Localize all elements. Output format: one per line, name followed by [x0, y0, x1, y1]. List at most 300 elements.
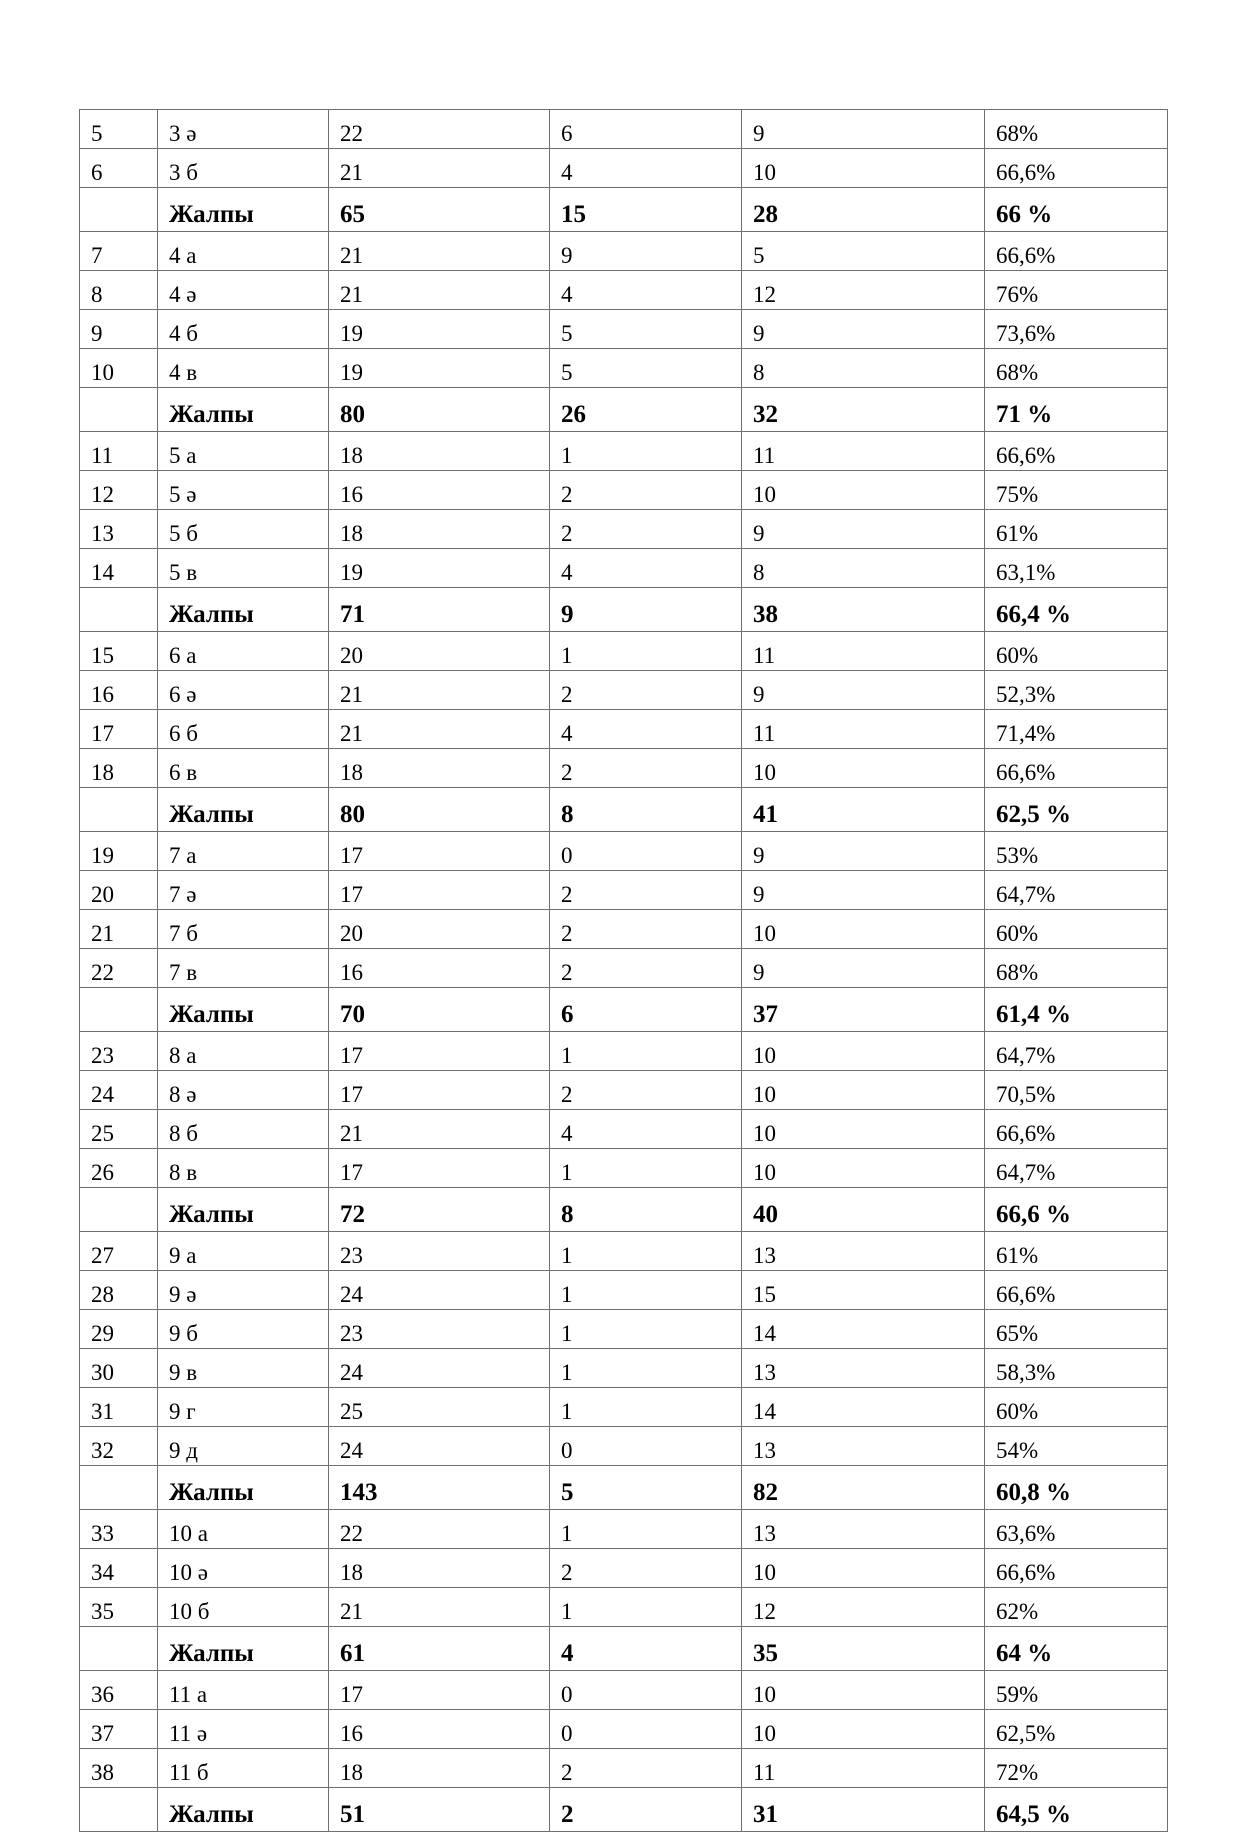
class-cell: 8 б: [158, 1110, 329, 1149]
quality-percent-cell: 60,8 %: [985, 1466, 1168, 1510]
excellent-cell: 2: [550, 949, 742, 988]
students-cell: 71: [329, 588, 550, 632]
quality-percent-cell: 61%: [985, 1232, 1168, 1271]
good-cell: 10: [742, 1149, 985, 1188]
table-row: [80, 1310, 1168, 1349]
class-cell: 7 б: [158, 910, 329, 949]
table-row: [80, 1588, 1168, 1627]
students-cell: 21: [329, 271, 550, 310]
excellent-cell: 5: [550, 310, 742, 349]
students-cell: 65: [329, 188, 550, 232]
good-cell: 10: [742, 1710, 985, 1749]
quality-percent-cell: 62,5 %: [985, 788, 1168, 832]
class-cell: Жалпы: [158, 1788, 329, 1832]
good-cell: 11: [742, 432, 985, 471]
students-cell: 17: [329, 832, 550, 871]
excellent-cell: 0: [550, 1427, 742, 1466]
class-cell: 7 в: [158, 949, 329, 988]
table-row: [80, 1349, 1168, 1388]
quality-percent-cell: 52,3%: [985, 671, 1168, 710]
quality-percent-cell: 63,6%: [985, 1510, 1168, 1549]
good-cell: 9: [742, 310, 985, 349]
table-row: [80, 1749, 1168, 1788]
students-cell: 20: [329, 632, 550, 671]
table-row: [80, 349, 1168, 388]
row-number-cell: 13: [80, 510, 158, 549]
excellent-cell: 0: [550, 1671, 742, 1710]
table-row: [80, 510, 1168, 549]
good-cell: 10: [742, 1549, 985, 1588]
students-cell: 70: [329, 988, 550, 1032]
excellent-cell: 9: [550, 588, 742, 632]
total-row: [80, 1466, 1168, 1510]
students-cell: 72: [329, 1188, 550, 1232]
row-number-cell: 33: [80, 1510, 158, 1549]
quality-percent-cell: 66,6%: [985, 149, 1168, 188]
students-cell: 23: [329, 1310, 550, 1349]
good-cell: 14: [742, 1310, 985, 1349]
class-cell: 9 ә: [158, 1271, 329, 1310]
class-cell: 11 а: [158, 1671, 329, 1710]
excellent-cell: 4: [550, 710, 742, 749]
good-cell: 28: [742, 188, 985, 232]
row-number-cell: [80, 988, 158, 1032]
quality-percent-cell: 64,7%: [985, 1149, 1168, 1188]
excellent-cell: 1: [550, 1149, 742, 1188]
total-row: [80, 388, 1168, 432]
quality-percent-cell: 66,4 %: [985, 588, 1168, 632]
students-cell: 24: [329, 1427, 550, 1466]
excellent-cell: 2: [550, 749, 742, 788]
excellent-cell: 2: [550, 510, 742, 549]
class-cell: 6 ә: [158, 671, 329, 710]
row-number-cell: 23: [80, 1032, 158, 1071]
excellent-cell: 2: [550, 471, 742, 510]
excellent-cell: 5: [550, 349, 742, 388]
row-number-cell: 5: [80, 110, 158, 149]
students-cell: 18: [329, 1549, 550, 1588]
table-row: [80, 1149, 1168, 1188]
results-table: [79, 109, 1168, 1832]
excellent-cell: 1: [550, 1588, 742, 1627]
class-cell: 10 а: [158, 1510, 329, 1549]
quality-percent-cell: 68%: [985, 349, 1168, 388]
class-cell: Жалпы: [158, 788, 329, 832]
table-row: [80, 232, 1168, 271]
class-cell: 8 ә: [158, 1071, 329, 1110]
students-cell: 16: [329, 1710, 550, 1749]
quality-percent-cell: 64,7%: [985, 871, 1168, 910]
students-cell: 23: [329, 1232, 550, 1271]
good-cell: 9: [742, 671, 985, 710]
quality-percent-cell: 54%: [985, 1427, 1168, 1466]
row-number-cell: 9: [80, 310, 158, 349]
good-cell: 9: [742, 510, 985, 549]
quality-percent-cell: 60%: [985, 1388, 1168, 1427]
excellent-cell: 8: [550, 788, 742, 832]
good-cell: 9: [742, 110, 985, 149]
students-cell: 18: [329, 1749, 550, 1788]
row-number-cell: 18: [80, 749, 158, 788]
row-number-cell: [80, 388, 158, 432]
table-row: [80, 271, 1168, 310]
row-number-cell: 19: [80, 832, 158, 871]
table-row: [80, 871, 1168, 910]
excellent-cell: 1: [550, 1510, 742, 1549]
students-cell: 21: [329, 232, 550, 271]
students-cell: 16: [329, 471, 550, 510]
row-number-cell: [80, 788, 158, 832]
table-row: [80, 710, 1168, 749]
table-row: [80, 1232, 1168, 1271]
class-cell: 5 в: [158, 549, 329, 588]
excellent-cell: 0: [550, 832, 742, 871]
quality-percent-cell: 73,6%: [985, 310, 1168, 349]
quality-percent-cell: 64,7%: [985, 1032, 1168, 1071]
class-cell: Жалпы: [158, 988, 329, 1032]
excellent-cell: 9: [550, 232, 742, 271]
excellent-cell: 2: [550, 1549, 742, 1588]
class-cell: 4 ә: [158, 271, 329, 310]
class-cell: 11 б: [158, 1749, 329, 1788]
total-row: [80, 1788, 1168, 1832]
good-cell: 38: [742, 588, 985, 632]
row-number-cell: [80, 188, 158, 232]
students-cell: 19: [329, 549, 550, 588]
students-cell: 21: [329, 149, 550, 188]
row-number-cell: 6: [80, 149, 158, 188]
row-number-cell: 30: [80, 1349, 158, 1388]
quality-percent-cell: 58,3%: [985, 1349, 1168, 1388]
row-number-cell: 11: [80, 432, 158, 471]
table-row: [80, 1110, 1168, 1149]
row-number-cell: 17: [80, 710, 158, 749]
excellent-cell: 6: [550, 988, 742, 1032]
table-row: [80, 1071, 1168, 1110]
quality-percent-cell: 63,1%: [985, 549, 1168, 588]
excellent-cell: 2: [550, 1071, 742, 1110]
excellent-cell: 2: [550, 1788, 742, 1832]
students-cell: 51: [329, 1788, 550, 1832]
good-cell: 8: [742, 349, 985, 388]
good-cell: 10: [742, 1071, 985, 1110]
students-cell: 22: [329, 1510, 550, 1549]
quality-percent-cell: 62%: [985, 1588, 1168, 1627]
table-row: [80, 910, 1168, 949]
excellent-cell: 15: [550, 188, 742, 232]
excellent-cell: 1: [550, 1032, 742, 1071]
students-cell: 17: [329, 1032, 550, 1071]
table-row: [80, 1549, 1168, 1588]
excellent-cell: 1: [550, 1310, 742, 1349]
total-row: [80, 788, 1168, 832]
quality-percent-cell: 60%: [985, 910, 1168, 949]
class-cell: 5 б: [158, 510, 329, 549]
class-cell: 5 а: [158, 432, 329, 471]
row-number-cell: [80, 1788, 158, 1832]
students-cell: 18: [329, 432, 550, 471]
quality-percent-cell: 66 %: [985, 188, 1168, 232]
quality-percent-cell: 66,6%: [985, 432, 1168, 471]
students-cell: 143: [329, 1466, 550, 1510]
good-cell: 13: [742, 1510, 985, 1549]
good-cell: 5: [742, 232, 985, 271]
class-cell: 9 в: [158, 1349, 329, 1388]
good-cell: 8: [742, 549, 985, 588]
good-cell: 32: [742, 388, 985, 432]
table-row: [80, 671, 1168, 710]
quality-percent-cell: 66,6%: [985, 232, 1168, 271]
table-row: [80, 632, 1168, 671]
row-number-cell: 35: [80, 1588, 158, 1627]
students-cell: 17: [329, 1071, 550, 1110]
class-cell: 8 а: [158, 1032, 329, 1071]
total-row: [80, 1188, 1168, 1232]
quality-percent-cell: 62,5%: [985, 1710, 1168, 1749]
row-number-cell: 8: [80, 271, 158, 310]
class-cell: 9 г: [158, 1388, 329, 1427]
table-row: [80, 149, 1168, 188]
row-number-cell: 36: [80, 1671, 158, 1710]
excellent-cell: 0: [550, 1710, 742, 1749]
excellent-cell: 1: [550, 1349, 742, 1388]
table-row: [80, 1032, 1168, 1071]
excellent-cell: 1: [550, 1232, 742, 1271]
row-number-cell: 16: [80, 671, 158, 710]
excellent-cell: 4: [550, 271, 742, 310]
row-number-cell: 38: [80, 1749, 158, 1788]
students-cell: 18: [329, 749, 550, 788]
table-row: [80, 432, 1168, 471]
class-cell: 9 д: [158, 1427, 329, 1466]
good-cell: 9: [742, 871, 985, 910]
good-cell: 14: [742, 1388, 985, 1427]
good-cell: 41: [742, 788, 985, 832]
quality-percent-cell: 61,4 %: [985, 988, 1168, 1032]
good-cell: 11: [742, 632, 985, 671]
row-number-cell: 31: [80, 1388, 158, 1427]
class-cell: 4 а: [158, 232, 329, 271]
good-cell: 82: [742, 1466, 985, 1510]
good-cell: 35: [742, 1627, 985, 1671]
quality-percent-cell: 53%: [985, 832, 1168, 871]
row-number-cell: [80, 1627, 158, 1671]
good-cell: 11: [742, 1749, 985, 1788]
students-cell: 21: [329, 671, 550, 710]
good-cell: 13: [742, 1349, 985, 1388]
good-cell: 40: [742, 1188, 985, 1232]
quality-percent-cell: 68%: [985, 949, 1168, 988]
students-cell: 80: [329, 388, 550, 432]
row-number-cell: 27: [80, 1232, 158, 1271]
class-cell: 5 ә: [158, 471, 329, 510]
table-row: [80, 1388, 1168, 1427]
class-cell: Жалпы: [158, 588, 329, 632]
quality-percent-cell: 66,6%: [985, 749, 1168, 788]
good-cell: 10: [742, 1671, 985, 1710]
class-cell: 9 а: [158, 1232, 329, 1271]
good-cell: 12: [742, 271, 985, 310]
quality-percent-cell: 70,5%: [985, 1071, 1168, 1110]
good-cell: 13: [742, 1427, 985, 1466]
students-cell: 17: [329, 1671, 550, 1710]
class-cell: 10 б: [158, 1588, 329, 1627]
students-cell: 25: [329, 1388, 550, 1427]
students-cell: 19: [329, 349, 550, 388]
row-number-cell: 24: [80, 1071, 158, 1110]
table-row: [80, 949, 1168, 988]
row-number-cell: 20: [80, 871, 158, 910]
total-row: [80, 1627, 1168, 1671]
quality-percent-cell: 72%: [985, 1749, 1168, 1788]
students-cell: 20: [329, 910, 550, 949]
excellent-cell: 5: [550, 1466, 742, 1510]
row-number-cell: 14: [80, 549, 158, 588]
students-cell: 21: [329, 1110, 550, 1149]
class-cell: 11 ә: [158, 1710, 329, 1749]
students-cell: 16: [329, 949, 550, 988]
good-cell: 37: [742, 988, 985, 1032]
total-row: [80, 188, 1168, 232]
excellent-cell: 1: [550, 1271, 742, 1310]
quality-percent-cell: 76%: [985, 271, 1168, 310]
class-cell: Жалпы: [158, 188, 329, 232]
row-number-cell: 34: [80, 1549, 158, 1588]
table-row: [80, 1671, 1168, 1710]
table-row: [80, 749, 1168, 788]
class-cell: 7 а: [158, 832, 329, 871]
quality-percent-cell: 66,6%: [985, 1271, 1168, 1310]
table-row: [80, 549, 1168, 588]
class-cell: 9 б: [158, 1310, 329, 1349]
row-number-cell: [80, 588, 158, 632]
table-row: [80, 110, 1168, 149]
excellent-cell: 4: [550, 549, 742, 588]
row-number-cell: 12: [80, 471, 158, 510]
quality-percent-cell: 66,6%: [985, 1110, 1168, 1149]
quality-percent-cell: 60%: [985, 632, 1168, 671]
good-cell: 9: [742, 949, 985, 988]
students-cell: 18: [329, 510, 550, 549]
row-number-cell: [80, 1466, 158, 1510]
good-cell: 11: [742, 710, 985, 749]
class-cell: Жалпы: [158, 1188, 329, 1232]
excellent-cell: 2: [550, 910, 742, 949]
class-cell: 4 в: [158, 349, 329, 388]
row-number-cell: 22: [80, 949, 158, 988]
students-cell: 22: [329, 110, 550, 149]
students-cell: 61: [329, 1627, 550, 1671]
good-cell: 10: [742, 749, 985, 788]
row-number-cell: 29: [80, 1310, 158, 1349]
good-cell: 10: [742, 910, 985, 949]
class-cell: 4 б: [158, 310, 329, 349]
quality-percent-cell: 59%: [985, 1671, 1168, 1710]
students-cell: 24: [329, 1271, 550, 1310]
class-cell: 6 в: [158, 749, 329, 788]
students-cell: 24: [329, 1349, 550, 1388]
quality-percent-cell: 68%: [985, 110, 1168, 149]
students-cell: 21: [329, 710, 550, 749]
total-row: [80, 988, 1168, 1032]
quality-percent-cell: 64,5 %: [985, 1788, 1168, 1832]
quality-percent-cell: 75%: [985, 471, 1168, 510]
excellent-cell: 2: [550, 1749, 742, 1788]
class-cell: 3 ә: [158, 110, 329, 149]
excellent-cell: 26: [550, 388, 742, 432]
class-cell: Жалпы: [158, 388, 329, 432]
good-cell: 12: [742, 1588, 985, 1627]
excellent-cell: 4: [550, 1110, 742, 1149]
row-number-cell: 21: [80, 910, 158, 949]
row-number-cell: 26: [80, 1149, 158, 1188]
good-cell: 15: [742, 1271, 985, 1310]
quality-percent-cell: 65%: [985, 1310, 1168, 1349]
class-cell: 8 в: [158, 1149, 329, 1188]
row-number-cell: 10: [80, 349, 158, 388]
class-cell: 7 ә: [158, 871, 329, 910]
row-number-cell: 15: [80, 632, 158, 671]
row-number-cell: 32: [80, 1427, 158, 1466]
quality-percent-cell: 61%: [985, 510, 1168, 549]
row-number-cell: 25: [80, 1110, 158, 1149]
table-row: [80, 832, 1168, 871]
excellent-cell: 4: [550, 1627, 742, 1671]
students-cell: 21: [329, 1588, 550, 1627]
table-row: [80, 1427, 1168, 1466]
quality-percent-cell: 66,6%: [985, 1549, 1168, 1588]
quality-percent-cell: 64 %: [985, 1627, 1168, 1671]
quality-percent-cell: 71,4%: [985, 710, 1168, 749]
excellent-cell: 2: [550, 671, 742, 710]
students-cell: 19: [329, 310, 550, 349]
row-number-cell: 7: [80, 232, 158, 271]
excellent-cell: 1: [550, 432, 742, 471]
excellent-cell: 2: [550, 871, 742, 910]
excellent-cell: 8: [550, 1188, 742, 1232]
row-number-cell: 37: [80, 1710, 158, 1749]
row-number-cell: [80, 1188, 158, 1232]
students-cell: 17: [329, 871, 550, 910]
class-cell: 6 б: [158, 710, 329, 749]
class-cell: 6 а: [158, 632, 329, 671]
class-cell: 10 ә: [158, 1549, 329, 1588]
excellent-cell: 1: [550, 1388, 742, 1427]
row-number-cell: 28: [80, 1271, 158, 1310]
students-cell: 17: [329, 1149, 550, 1188]
quality-percent-cell: 71 %: [985, 388, 1168, 432]
class-cell: Жалпы: [158, 1627, 329, 1671]
class-cell: 3 б: [158, 149, 329, 188]
good-cell: 10: [742, 149, 985, 188]
excellent-cell: 6: [550, 110, 742, 149]
good-cell: 13: [742, 1232, 985, 1271]
table-row: [80, 1510, 1168, 1549]
good-cell: 10: [742, 1110, 985, 1149]
quality-percent-cell: 66,6 %: [985, 1188, 1168, 1232]
table-body: [80, 110, 1168, 1832]
class-cell: Жалпы: [158, 1466, 329, 1510]
table-row: [80, 1710, 1168, 1749]
excellent-cell: 4: [550, 149, 742, 188]
good-cell: 9: [742, 832, 985, 871]
table-row: [80, 1271, 1168, 1310]
good-cell: 31: [742, 1788, 985, 1832]
table-row: [80, 471, 1168, 510]
excellent-cell: 1: [550, 632, 742, 671]
table-row: [80, 310, 1168, 349]
good-cell: 10: [742, 471, 985, 510]
